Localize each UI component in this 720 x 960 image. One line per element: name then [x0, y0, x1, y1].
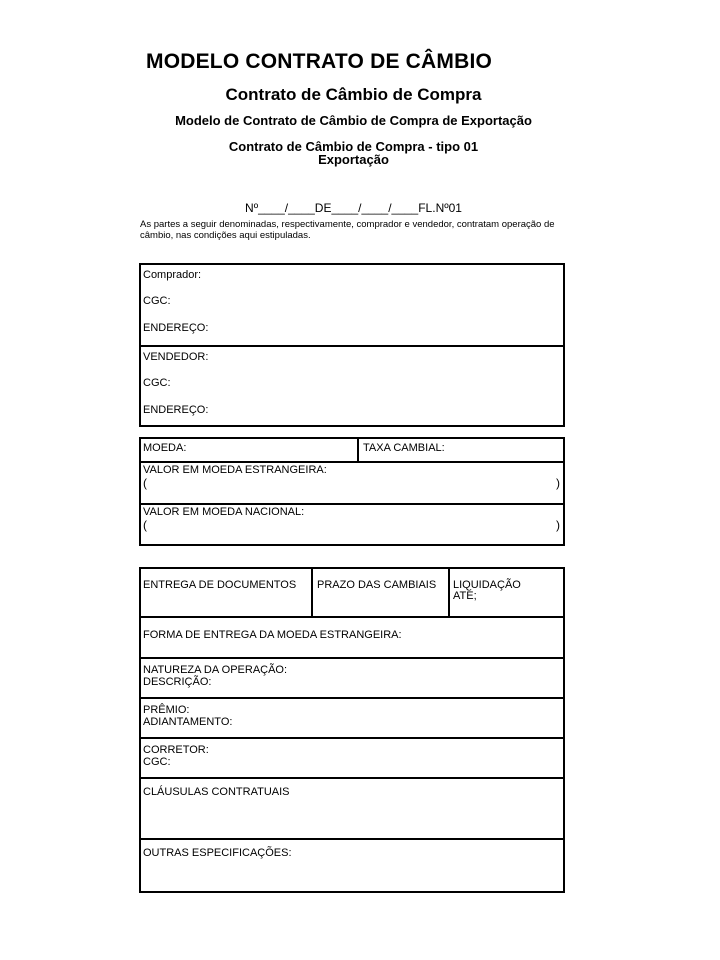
- parties-box: [139, 263, 565, 427]
- divider: [141, 461, 563, 463]
- close-paren: ): [556, 476, 560, 490]
- comprador-section: [141, 265, 563, 347]
- comprador-endereco-label: ENDEREÇO:: [143, 322, 209, 334]
- corretor-cgc-label: CGC:: [143, 756, 171, 768]
- divider: [141, 616, 563, 618]
- currency-box: [139, 437, 565, 546]
- divider: [141, 838, 563, 840]
- entrega-documentos-label: ENTREGA DE DOCUMENTOS: [143, 579, 297, 591]
- vendedor-cgc-label: CGC:: [143, 377, 171, 389]
- taxa-cambial-label: TAXA CAMBIAL:: [363, 442, 445, 454]
- contract-number-line: Nº____/____DE____/____/____FL.Nº01: [245, 201, 462, 215]
- divider: [141, 657, 563, 659]
- divider: [141, 737, 563, 739]
- open-paren: (: [143, 518, 147, 532]
- moeda-label: MOEDA:: [143, 442, 187, 454]
- intro-text: As partes a seguir denominadas, respectivamente, comprador e vendedor, contratam operação de câmbio, nas condições aqui estipuladas.: [140, 219, 555, 241]
- valor-estrangeira-label: VALOR EM MOEDA ESTRANGEIRA:: [143, 464, 327, 476]
- contract-type-sub: Exportação: [318, 152, 389, 167]
- contract-type: [140, 140, 567, 166]
- ate-label: ATÉ;: [453, 590, 477, 602]
- close-paren: ): [556, 518, 560, 532]
- corretor-label: CORRETOR:: [143, 744, 209, 756]
- divider: [141, 503, 563, 505]
- liquidacao-label: LIQUIDAÇÃO: [453, 579, 521, 591]
- divider: [311, 569, 313, 616]
- divider: [448, 569, 450, 616]
- descricao-label: DESCRIÇÃO:: [143, 676, 212, 688]
- document-main-title: MODELO CONTRATO DE CÂMBIO: [146, 50, 493, 73]
- comprador-label: Comprador:: [143, 269, 202, 281]
- divider: [141, 777, 563, 779]
- vendedor-section: [141, 347, 563, 427]
- contract-type-line: Contrato de Câmbio de Compra - tipo 01: [228, 139, 479, 154]
- comprador-cgc-label: CGC:: [143, 295, 171, 307]
- divider: [141, 697, 563, 699]
- outras-especificacoes-label: OUTRAS ESPECIFICAÇÕES:: [143, 847, 292, 859]
- contract-title: Contrato de Câmbio de Compra: [225, 85, 482, 104]
- premio-label: PRÊMIO:: [143, 704, 190, 716]
- divider: [357, 439, 359, 461]
- contract-subtitle: Modelo de Contrato de Câmbio de Compra de Exportação: [175, 113, 532, 128]
- prazo-cambiais-label: PRAZO DAS CAMBIAIS: [317, 579, 437, 591]
- adiantamento-label: ADIANTAMENTO:: [143, 716, 233, 728]
- vendedor-label: VENDEDOR:: [143, 351, 209, 363]
- vendedor-endereco-label: ENDEREÇO:: [143, 404, 209, 416]
- valor-nacional-label: VALOR EM MOEDA NACIONAL:: [143, 506, 305, 518]
- clausulas-label: CLÁUSULAS CONTRATUAIS: [143, 786, 290, 798]
- open-paren: (: [143, 476, 147, 490]
- natureza-operacao-label: NATUREZA DA OPERAÇÃO:: [143, 664, 288, 676]
- forma-entrega-label: FORMA DE ENTREGA DA MOEDA ESTRANGEIRA:: [143, 629, 402, 641]
- details-box: [139, 567, 565, 893]
